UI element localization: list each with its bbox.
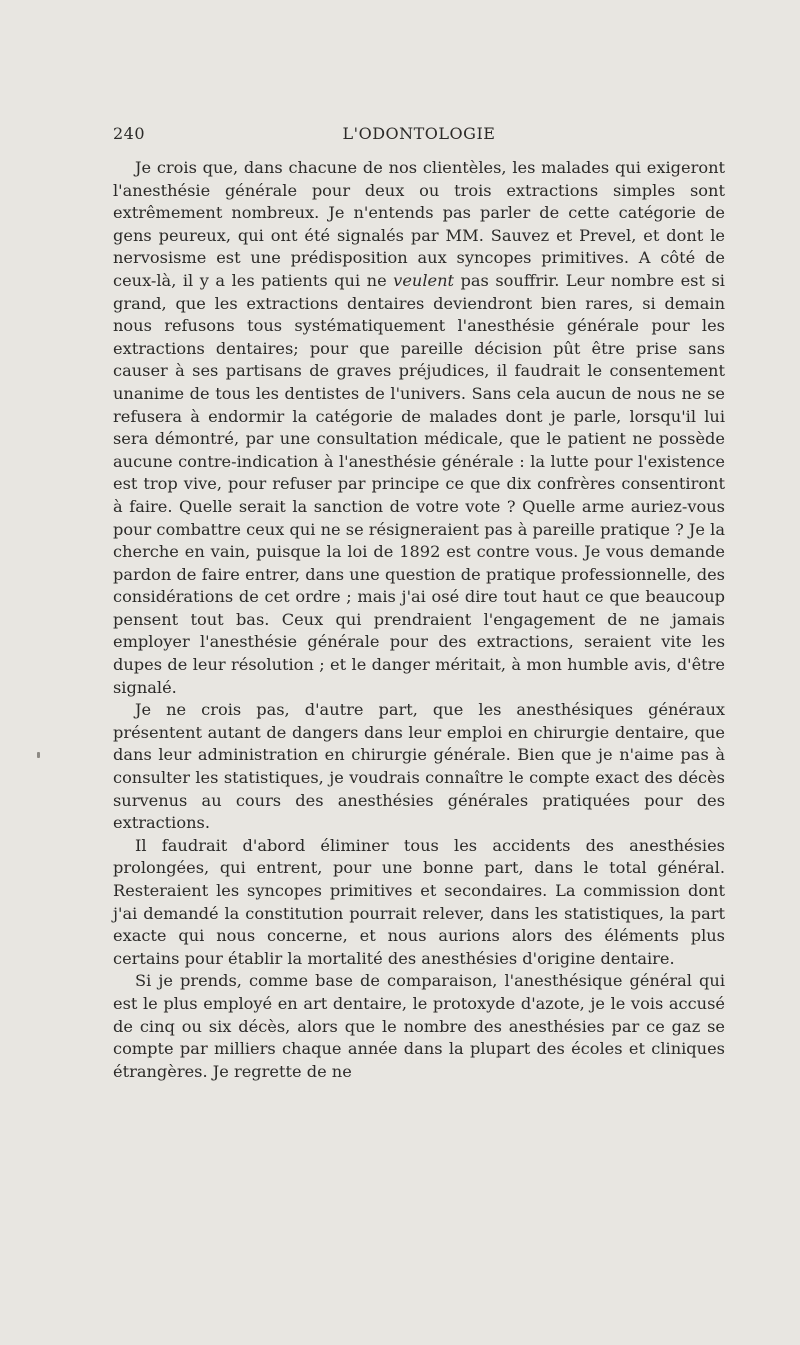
paragraph-1 (113, 157, 725, 699)
body-text (113, 157, 725, 1083)
paragraph-1-part-2: pas souffrir. Leur nombre est si grand, que les extractions dentaires deviendront bien rares, si demain nous refusons tous systématiquement l'anesthésie générale pour les extractions dentaires; pour que pareille décision pût être prise sans causer à ses partisans de graves préjudices, il faudrait le consentement unanime de tous les dentistes de l'univers. Sans cela aucun de nous ne se refusera à endormir la catégorie de malades dont je parle, lorsqu'il lui sera démontré, par une consultation médicale, que le patient ne possède aucune contre-indication à l'anesthésie générale : la lutte pour l'existence est trop vive, pour refuser par principe ce que dix confrères consentiront à faire. Quelle serait la sanction de votre vote ? Quelle arme auriez-vous pour combattre ceux qui ne se résigneraient pas à pareille pratique ? Je la cherche en vain, puisque la loi de 1892 est contre vous. Je vous demande pardon de faire entrer, dans une question de pratique professionnelle, des considérations de cet ordre ; mais j'ai osé dire tout haut ce que beaucoup pensent tout bas. Ceux qui prendraient l'engagement de ne jamais employer l'anesthésie générale pour des extractions, seraient vite les dupes de leur résolution ; et le danger méritait, à mon humble avis, d'être signalé. (113, 270, 725, 697)
page-number: 240 (113, 124, 146, 143)
running-header (113, 124, 725, 146)
paragraph-1-part-1: Je crois que, dans chacune de nos clientèles, les malades qui exigeront l'anesthésie générale pour deux ou trois extractions simples sont extrêmement nombreux. Je n'entends pas parler de cette catégorie de gens peureux, qui ont été signalés par MM. Sauvez et Prevel, et dont le nervosisme est une prédisposition aux syncopes primitives. A côté de ceux-là, il y a les patients qui ne (113, 158, 725, 290)
running-title: L'ODONTOLOGIE (342, 124, 496, 143)
paragraph-1-italic-word: veulent (393, 270, 455, 290)
paragraph-2: Je ne crois pas, d'autre part, que les anesthésiques généraux présentent autant de dangers dans leur emploi en chirurgie dentaire, que dans leur administration en chirurgie générale. Bien que je n'aime pas à consulter les statistiques, je voudrais connaître le compte exact des décès survenus au cours des anesthésies générales pratiquées pour des extractions. (113, 700, 725, 833)
margin-mark (37, 752, 40, 758)
paragraph-3: Il faudrait d'abord éliminer tous les accidents des anesthésies prolongées, qui entrent, pour une bonne part, dans le total général. Resteraient les syncopes primitives et secondaires. La commission dont j'ai demandé la constitution pourrait relever, dans les statistiques, la part exacte qui nous concerne, et nous aurions alors des éléments plus certains pour établir la mortalité des anesthésies d'origine dentaire. (113, 835, 725, 968)
paragraph-4: Si je prends, comme base de comparaison, l'anesthésique général qui est le plus employé en art dentaire, le protoxyde d'azote, je le vois accusé de cinq ou six décès, alors que le nombre des anesthésies par ce gaz se compte par milliers chaque année dans la plupart des écoles et cliniques étrangères. Je regrette de ne (113, 971, 725, 1081)
